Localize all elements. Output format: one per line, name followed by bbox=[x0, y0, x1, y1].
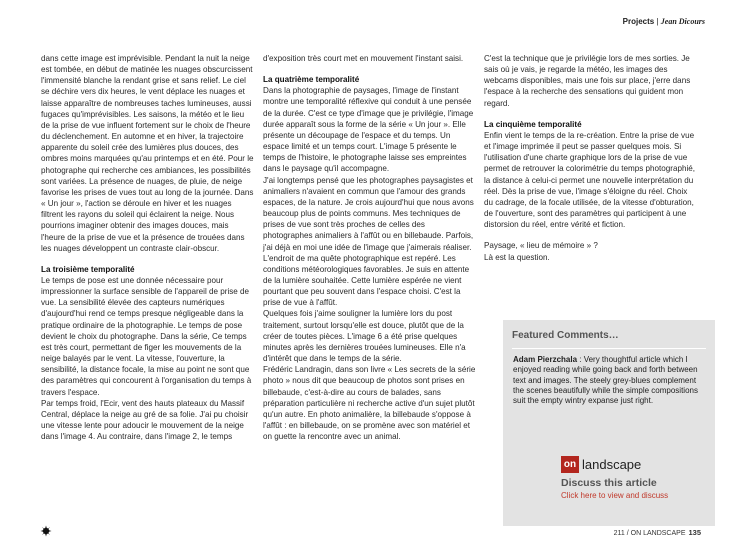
section-heading: La troisième temporalité bbox=[41, 264, 135, 274]
paragraph: Le temps de pose est une donnée nécessaire pour impressionner la surface sensible de l'appareil de prise de vue. La sensibilité élevée des capteurs numériques d'aujourd'hui rend ce temps presque négligeable dans la pratique ordinaire de la photographie. Le temps de pose devient le choix du photographe. Dans la série, Ce temps est très court, permettant de figer les mouvements de la neige balayés par le vent. La vitesse, l'ouverture, la sensibilité, la distance focale, la mise au point ne sont que des paramètres qui concourent à l'organisation du temps à travers l'espace. bbox=[41, 275, 252, 397]
featured-comments-box bbox=[503, 320, 715, 526]
paragraph: d'exposition très court met en mouvement l'instant saisi. bbox=[263, 54, 464, 63]
paragraph: Dans la photographie de paysages, l'image de l'instant montre une temporalité réflexive qui conduit à une pensée de la durée. C'est ce type d'image que je privilégie, l'image durée apparaît sous la forme de la série « Un jour ». Elle présente un découpage de l'espace et du temps. Un espace limité et un temps court. L'image 5 présente le temps de l'histoire, le photographe laisse ses empreintes dans le paysage qu'il accompagne. bbox=[263, 86, 474, 174]
discuss-title: Discuss this article bbox=[561, 477, 657, 489]
paragraph: Frédéric Landragin, dans son livre « Les secrets de la série photo » nous dit que beaucoup de photos sont prises en billebaude, c'est-à-dire au cours de balades, sans préparation particulière ni recherche active d'un sujet plutôt qu'un autre. En photo animalière, la billebaude s'oppose à l'affût : en billebaude, on se promène avec son matériel et on guette la rencontre avec un animal. bbox=[263, 365, 476, 442]
paragraph: C'est la technique que je privilégie lors de mes sorties. Je sais où je vais, je regarde la météo, les images des webcams disponibles, mais une fois sur place, j'erre dans l'espace à la recherche des sensations qui guident mon regard. bbox=[484, 54, 691, 108]
paragraph: Quelques fois j'aime souligner la lumière lors du post traitement, surtout lorsqu'elle est douce, plutôt que de la créer de toutes pièces. L'image 6 a été prise quelques minutes après les dernières trouées lumineuses. Elle n'a d'intérêt que dans le temps de la série. bbox=[263, 309, 466, 364]
paragraph: Par temps froid, l'Ecir, vent des hauts plateaux du Massif Central, déplace la neige au gré de sa folie. J'ai pu choisir une vitesse lente pour adoucir le mouvement de la neige dans l'image 4. Au contraire, dans l'image 2, le temps bbox=[41, 398, 249, 442]
featured-comment bbox=[513, 355, 709, 406]
section-heading: La cinquième temporalité bbox=[484, 119, 582, 129]
ornament-icon bbox=[40, 525, 52, 537]
logo-landscape: landscape bbox=[582, 457, 642, 472]
text-column-3 bbox=[484, 53, 695, 263]
section-heading: La quatrième temporalité bbox=[263, 75, 360, 85]
discuss-link[interactable]: Click here to view and discuss bbox=[561, 491, 669, 500]
onlandscape-logo bbox=[561, 456, 641, 473]
logo-on: on bbox=[561, 456, 579, 473]
text-column-1 bbox=[41, 53, 254, 442]
header-separator: | bbox=[654, 17, 661, 26]
comment-author: Adam Pierzchala bbox=[513, 355, 578, 364]
featured-title: Featured Comments… bbox=[512, 330, 619, 341]
page-number: 135 bbox=[688, 528, 701, 537]
paragraph: Enfin vient le temps de la re-création. Entre la prise de vue et l'image imprimée il peut se passer quelques mois. Si l'utilisation d'une charte graphique lors de la prise de vue permet de retrouver la colorimétrie du temps photographié, la distance à celui-ci permet une nouvelle interprétation du réel. Dès la prise de vue, l'image s'éloigne du réel. Choix du cadrage, de la focale utilisée, de la vitesse d'obturation, de l'ouverture, sont des paramètres qui participent à une distorsion du réel, entre vérité et fiction. bbox=[484, 130, 695, 230]
page-header bbox=[623, 17, 705, 26]
author-name: Jean Dicours bbox=[660, 17, 705, 26]
paragraph: Paysage, « lieu de mémoire » ? bbox=[484, 241, 598, 251]
text-column-2 bbox=[263, 53, 476, 442]
paragraph: dans cette image est imprévisible. Pendant la nuit la neige est tombée, en début de matinée les nuages obscurcissent l'immensité blanche la rendant grise et sans relief. Le ciel se déchire vers dix heures, le vent déplace les nuages et laisse apparaître de nombreuses taches lumineuses, aussi fugaces qu'imprévisibles. Les saisons, la météo et le lieu de la prise de vue influent fortement sur le choix de l'heure du déclenchement. En automne et en hiver, la trajectoire apparente du soleil crée des lumières plus douces, des ombres moins marquées qu'au printemps et en été. Pour le photographe qui recherche ces ambiances, les possibilités sont variées. La présence de nuages, de pluie, de neige favorise les prises de vues tout au long de la journée. Dans « Un jour », l'action se déroule en hiver et les nuages filtrent les rayons du soleil qui éclairent la neige. Nous pourrions imaginer obtenir des images douces, mais l'heure de la prise de vue et la présence de trouées dans les nuages développent un contraste clair-obscur. bbox=[41, 54, 254, 253]
paragraph: Là est la question. bbox=[484, 252, 550, 262]
section-label: Projects bbox=[622, 17, 655, 26]
page-footer bbox=[614, 528, 701, 537]
comment-text: : Very thoughtful article which I enjoyed reading while going back and forth between text and images. The steely grey-blues complement the scenes beautifully while the simple compositions suit the empty wintry expanse just right. bbox=[513, 355, 698, 406]
issue-label: 211 / ON LANDSCAPE bbox=[613, 530, 686, 537]
divider bbox=[512, 348, 706, 349]
paragraph: J'ai longtemps pensé que les photographes paysagistes et animaliers n'avaient en commun que l'amour des grands espaces, de la nature. Je crois aujourd'hui que nous avons beaucoup plus de points communs. Mes techniques de prises de vue sont très proches de celles des photographes animaliers à l'affût ou en billebaude. Parfois, j'ai déjà en moi une idée de l'image que j'aimerais réaliser. L'endroit de ma quête photographique est repéré. Les conditions météorologiques favorables. Je suis en attente de la lumière souhaitée. Cette lumière espérée ne vient pourtant que peu souvent dans l'espace choisi. C'est la prise de vue à l'affût. bbox=[263, 175, 474, 308]
